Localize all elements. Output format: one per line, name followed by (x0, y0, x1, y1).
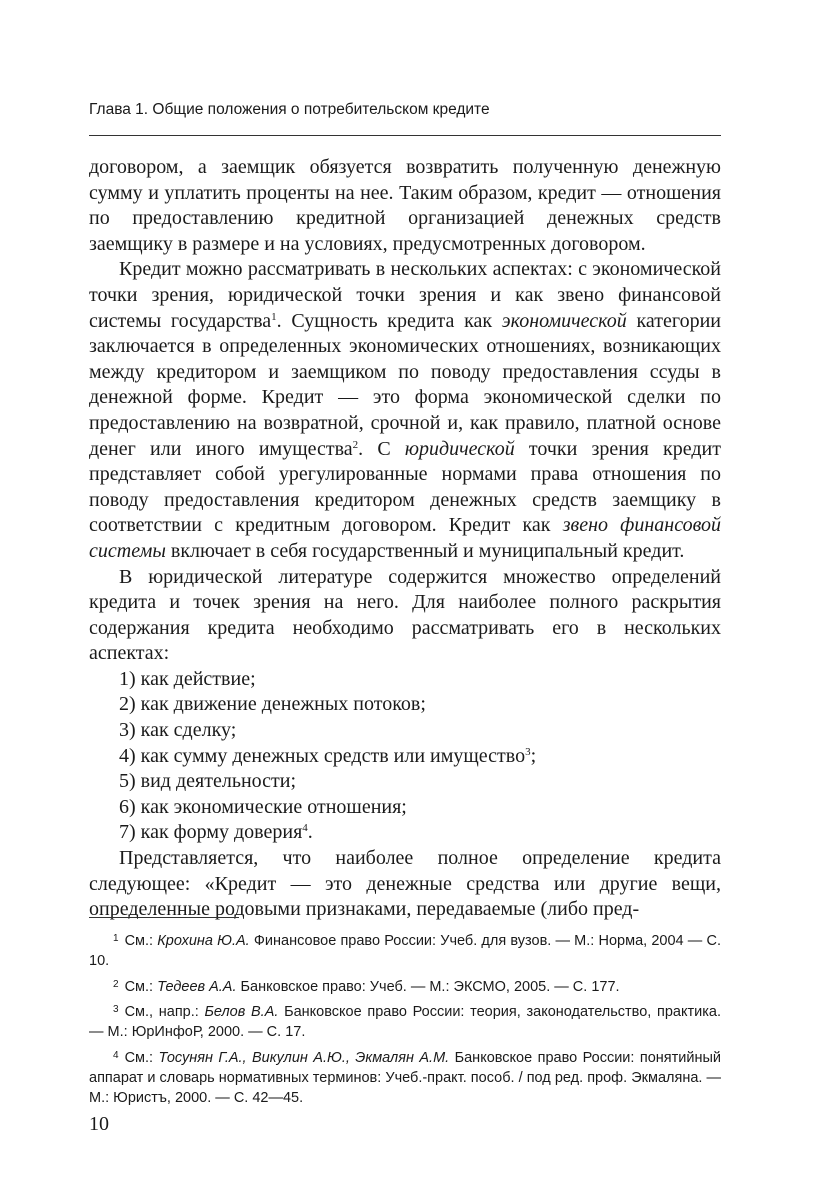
footnotes (89, 929, 721, 1111)
list-item (119, 820, 721, 846)
footnote-ref-4: 4 (302, 822, 308, 835)
list-item: 3) как сделку; (119, 719, 237, 742)
footnote-author: Белов В.А. (204, 1004, 279, 1021)
paragraph-1: договором, а заемщик обязуется возвратить полученную денежную сумму и уплатить проценты на нее. Таким образом, кредит — отношения по предоставлению кредитной организацией денежных средств заемщику в размере и на условиях, предусмотренных договором. (89, 156, 721, 255)
footnote-prefix: См.: (124, 1049, 159, 1066)
footnote-author: Крохина Ю.А. (157, 933, 250, 949)
footnote-prefix: См.: (124, 933, 158, 949)
p2-text-f: включает в себя государственный и муниципальный кредит. (165, 539, 685, 562)
paragraph-2 (89, 257, 721, 564)
footnote-prefix: См.: (124, 978, 158, 995)
paragraph-3: В юридической литературе содержится множество определений кредита и точек зрения на него. Для наиболее полного раскрытия содержания кредита необходимо рассматривать его в нескольких аспектах: (89, 565, 721, 665)
list-item-text: 4) как сумму денежных средств или имущество (119, 744, 526, 767)
footnote-divider (89, 917, 239, 918)
footnote-number: 2 (113, 978, 119, 990)
footnote-prefix: См., напр.: (124, 1004, 205, 1021)
p2-text-a: Кредит можно рассматривать в нескольких аспектах: с экономической точки зрения, юридической точки зрения и как звено финансовой системы государства (89, 258, 721, 332)
p2-emphasis-economic: экономической (501, 309, 627, 332)
main-text (89, 155, 721, 923)
aspects-list (89, 667, 721, 846)
footnote-ref-1: 1 (271, 310, 277, 323)
footnote-3 (89, 1000, 721, 1043)
footnote-2 (89, 975, 721, 998)
footnote-text: Банковское право России: понятийный аппарат и словарь нормативных терминов: Учеб.-практ. пособ. / под ред. проф. Экмаляна. — М.: Юристъ, 2000. — С. 42—45. (89, 1049, 721, 1106)
footnote-number: 4 (113, 1049, 119, 1061)
p2-text-d: . С (358, 437, 405, 460)
footnote-ref-2: 2 (352, 438, 359, 451)
list-item: 2) как движение денежных потоков; (119, 693, 426, 716)
p2-text-b: . Сущность кредита как (276, 309, 502, 332)
footnote-number: 1 (113, 933, 119, 944)
footnote-author: Тедеев А.А. (157, 978, 237, 995)
list-item-end: . (307, 821, 313, 844)
running-header: Глава 1. Общие положения о потребительском кредите (89, 101, 490, 118)
header-divider (89, 135, 721, 136)
p2-text-e: точки зрения кредит представляет собой урегулированные нормами права отношения по поводу предоставления кредитором денежных средств заемщику в соответствии с кредитным договором. Кредит как (89, 437, 721, 537)
list-item: 1) как действие; (119, 667, 256, 690)
page-number: 10 (89, 1113, 109, 1135)
footnote-ref-3: 3 (525, 745, 531, 758)
p2-emphasis-legal: юридической (404, 437, 515, 460)
footnote-4 (89, 1046, 721, 1108)
footnote-author: Тосунян Г.А., Викулин А.Ю., Экмалян А.М. (158, 1049, 450, 1066)
list-item-end: ; (530, 744, 537, 767)
p2-text-c: категории заключается в определенных экономических отношениях, возникающих между кредитором и заемщиком по поводу предоставления ссуды в денежной форме. Кредит — это форма экономической сделки по предоставлению на возвратной, срочной и, как правило, платной основе денег или иного имущества (89, 309, 721, 460)
paragraph-4: Представляется, что наиболее полное определение кредита следующее: «Кредит — это денежные средства или другие вещи, определенные родовыми признаками, передаваемые (либо пред- (89, 847, 721, 921)
list-item: 6) как экономические отношения; (119, 795, 407, 818)
footnote-text: Банковское право: Учеб. — М.: ЭКСМО, 2005. — С. 177. (236, 978, 620, 995)
list-item (119, 744, 721, 770)
list-item: 5) вид деятельности; (119, 770, 297, 793)
list-item-text: 7) как форму доверия (119, 821, 303, 844)
footnote-1 (89, 929, 721, 972)
p2-emphasis-financial: звено финансовой системы (89, 514, 721, 562)
footnote-text: Финансовое право России: Учеб. для вузов. — М.: Норма, 2004 — С. 10. (89, 933, 721, 969)
footnote-text: Банковское право России: теория, законодательство, практика. — М.: ЮрИнфоР, 2000. — С. 17. (89, 1004, 721, 1041)
footnote-number: 3 (113, 1004, 119, 1016)
